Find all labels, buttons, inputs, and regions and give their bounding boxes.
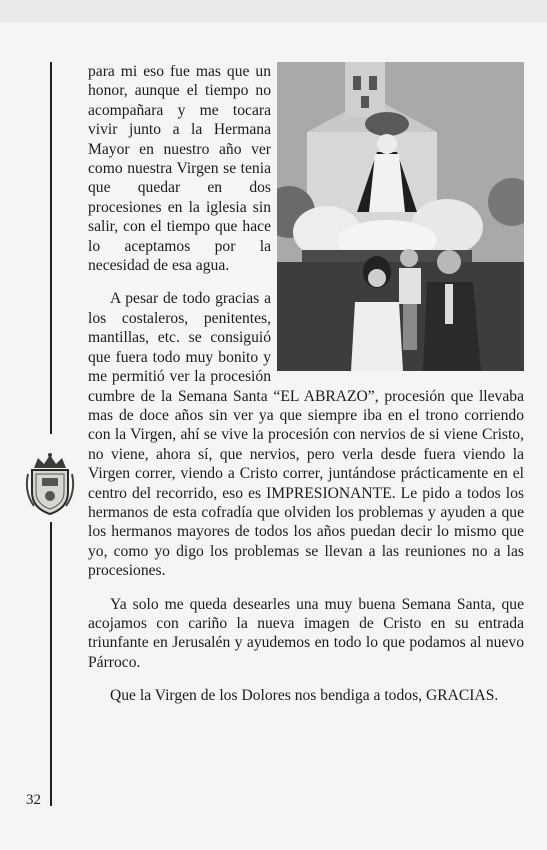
procession-photo (277, 62, 524, 371)
brotherhood-crest-emblem (24, 452, 76, 516)
paragraph-2: A pesar de todo gracias a los costaleros, penitentes, mantillas, etc. se consiguió que fuera todo muy bonito y me permitió ver la procesión cumbre de la Semana Santa “EL ABRAZO”, procesión que llevaba mas de doce años sin ver ya que siempre iba en el trono corriendo con la Virgen, ahí se vive la procesión con nervios de si viene Cristo, no viene, ahora sí, que nervios, pero verla desde fuera viendo la Virgen correr, viendo a Cristo correr, juntándose prácticamente en el centro del recorrido, eso es IMPRESIONANTE. Le pido a todos los hermanos de esta cofradía que olviden los problemas y ayuden a que los hermanos mayores de todos los años puedan decir lo mismo que yo, como yo digo los problemas se llevan a las reuniones no a las procesiones. (88, 290, 524, 580)
paragraph-4: Que la Virgen de los Dolores nos bendiga a todos, GRACIAS. (110, 687, 499, 705)
paragraph-1: para mi eso fue mas que un honor, aunque el tiempo no acompañara y me tocara vivir junto a la Hermana Mayor en nuestro año ver como nuestra Virgen se tenia que quedar en dos procesiones en la iglesia sin salir, con el tiempo que hace lo aceptamos por la necesidad de esa agua. (88, 63, 271, 275)
vertical-rule-bottom (50, 522, 52, 806)
page-number: 32 (26, 792, 41, 808)
article-body (88, 62, 524, 720)
paragraph-3: Ya solo me queda desearles una muy buena Semana Santa, que acojamos con cariño la nueva imagen de Cristo en su entrada triunfante en Jerusalén y ayudemos en todo lo que podamos al nuevo Párroco. (88, 595, 524, 671)
vertical-rule-top (50, 62, 52, 434)
page-top-margin (0, 0, 547, 22)
